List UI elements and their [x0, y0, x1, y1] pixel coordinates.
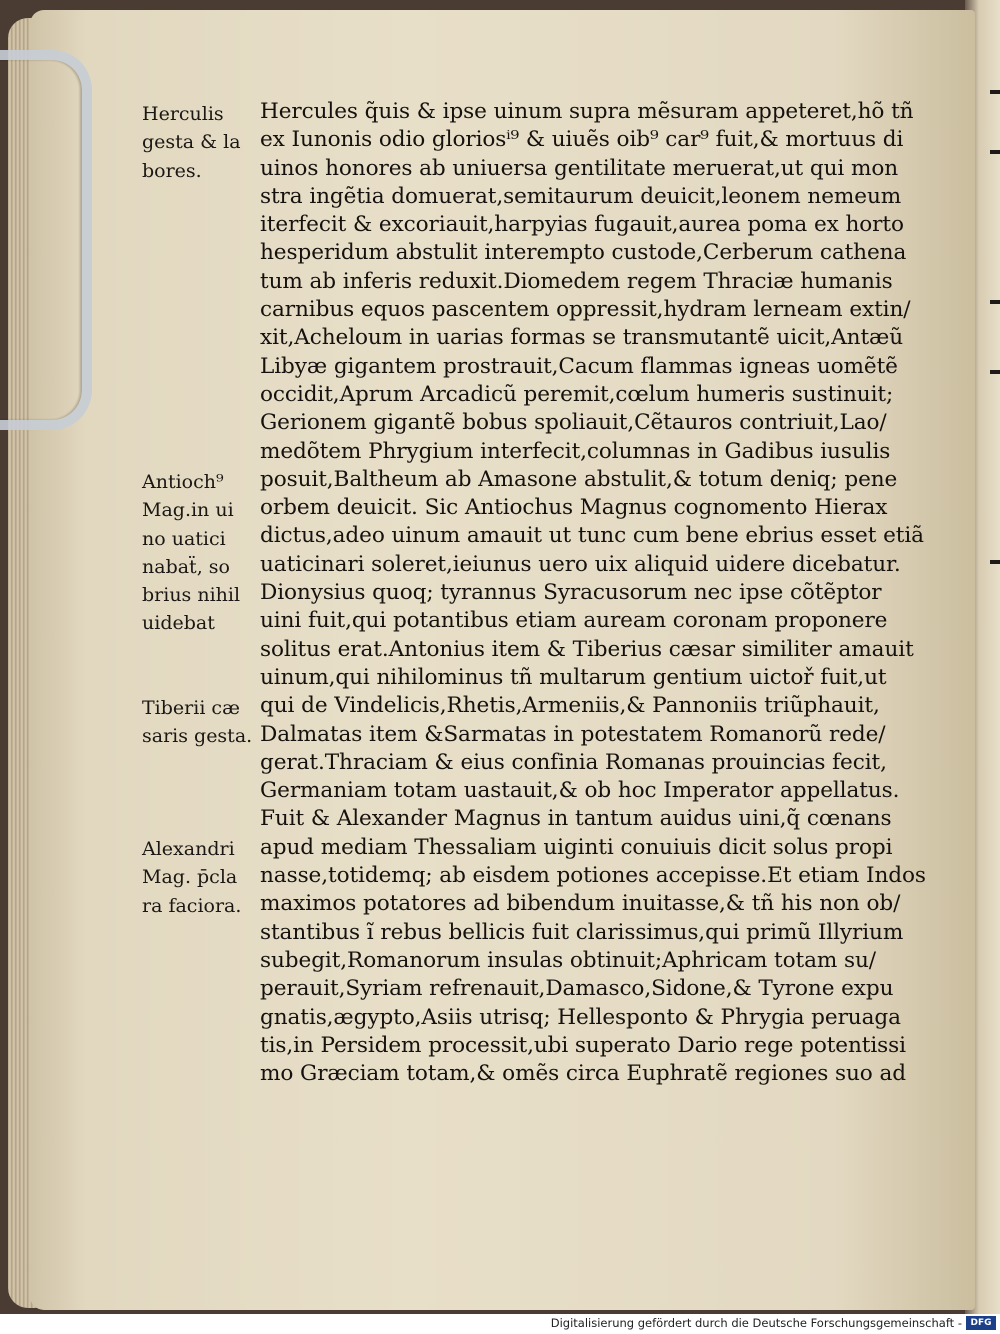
digitization-credit: Digitalisierung gefördert durch die Deutsche Forschungsgemeinschaft -	[550, 1316, 962, 1330]
text-line: uini fuit,qui potantibus etiam auream coronam proponere	[260, 608, 888, 634]
text-line: subegit,Romanorum insulas obtinuit;Aphricam totam su/	[260, 947, 876, 973]
text-line: Germaniam totam uastauit,& ob hoc Imperator appellatus.	[260, 778, 900, 804]
main-text-block	[260, 98, 926, 1088]
text-line: carnibus equos pascentem oppressit,hydram lerneam extin/	[260, 297, 911, 323]
margin-note-line: Mag.in ui	[142, 499, 234, 522]
text-line: iterfecit & excoriauit,harpyias fugauit,aurea poma ex horto	[260, 212, 904, 238]
text-line: orbem deuicit. Sic Antiochus Magnus cognomento Hierax	[260, 495, 888, 521]
adjacent-page-text-mark	[990, 300, 1000, 304]
adjacent-page-text-mark	[990, 90, 1000, 94]
margin-note-line: saris gesta.	[142, 725, 253, 748]
text-line: mo Græciam totam,& omẽs circa Euphratẽ regiones suo ad	[260, 1061, 906, 1087]
text-line: Fuit & Alexander Magnus in tantum auidus uini,q̃ cœnans	[260, 806, 892, 832]
margin-note-line: Alexandri	[142, 838, 235, 860]
margin-note-hercules	[142, 100, 267, 185]
text-line: ex Iunonis odio gloriosⁱ⁹ & uiuẽs oib⁹ car⁹ fuit,& mortuus di	[260, 127, 904, 153]
text-line: stra ingẽtia domuerat,semitaurum deuicit,leonem nemeum	[260, 183, 902, 209]
text-line: uinos honores ab uniuersa gentilitate meruerat,ut qui mon	[260, 155, 899, 181]
margin-note-line: gesta & la	[142, 131, 241, 154]
margin-note-line: Tiberii cæ	[142, 697, 240, 719]
footer-bar	[0, 1314, 1000, 1334]
margin-note-line: uidebat	[142, 612, 215, 635]
text-line: apud mediam Thessaliam uiginti conuiuis dicit solus propi	[260, 834, 893, 860]
adjacent-page-text-mark	[990, 560, 1000, 564]
margin-note-antiochus	[142, 468, 267, 638]
margin-note-line: no uatici	[142, 527, 226, 550]
margin-note-line: ra faciora.	[142, 894, 242, 917]
text-line: dictus,adeo uinum amauit ut tunc cum bene ebrius esset etiã	[260, 523, 924, 549]
margin-note-alexander	[142, 835, 267, 920]
text-line: gnatis,ægypto,Asiis utrisq; Hellesponto & Phrygia peruaga	[260, 1004, 901, 1030]
text-line: uaticinari soleret,ieiunus uero uix aliquid uidere dicebatur.	[260, 551, 901, 577]
text-line: xit,Acheloum in uarias formas se transmutantẽ uicit,Antæũ	[260, 325, 904, 351]
margin-note-line: Herculis	[142, 103, 224, 125]
margin-note-line: Antioch⁹	[142, 471, 224, 493]
text-line: tis,in Persidem processit,ubi superato Dario rege potentissi	[260, 1032, 906, 1058]
text-line: occidit,Aprum Arcadicũ peremit,cœlum humeris sustinuit;	[260, 381, 894, 407]
text-line: uinum,qui nihilominus tñ multarum gentium uictoř fuit,ut	[260, 664, 887, 690]
text-line: tum ab inferis reduxit.Diomedem regem Thraciæ humanis	[260, 268, 893, 294]
margin-note-tiberius	[142, 694, 267, 751]
text-line: perauit,Syriam refrenauit,Damasco,Sidone,& Tyrone expu	[260, 976, 894, 1002]
text-line: gerat.Thraciam & eius confinia Romanas prouincias fecit,	[260, 749, 887, 775]
text-line: posuit,Baltheum ab Amasone abstulit,& totum deniq; pene	[260, 466, 898, 492]
text-line: Libyæ gigantem prostrauit,Cacum flammas igneas uomẽtẽ	[260, 353, 898, 379]
text-line: maximos potatores ad bibendum inuitasse,& tñ his non ob/	[260, 891, 901, 917]
adjacent-page-text-mark	[990, 150, 1000, 154]
margin-note-line: bores.	[142, 159, 202, 182]
page-clip	[0, 50, 92, 430]
margin-note-line: Mag. p̄cla	[142, 866, 238, 889]
adjacent-page-text-mark	[990, 370, 1000, 374]
margin-note-line: brius nihil	[142, 584, 241, 607]
text-line: stantibus ĩ rebus bellicis fuit clarissimus,qui primũ Illyrium	[260, 919, 904, 945]
text-line: nasse,totidemq; ab eisdem potiones accepisse.Et etiam Indos	[260, 863, 926, 889]
dfg-logo: DFG	[966, 1316, 996, 1330]
text-line: medõtem Phrygium interfecit,columnas in Gadibus iusulis	[260, 438, 891, 464]
text-line: solitus erat.Antonius item & Tiberius cæsar similiter amauit	[260, 636, 914, 662]
text-line: Dalmatas item &Sarmatas in potestatem Romanorũ rede/	[260, 721, 886, 747]
text-line: hesperidum abstulit interempto custode,Cerberum cathena	[260, 240, 907, 266]
margin-note-line: nabaẗ, so	[142, 555, 230, 578]
text-line: Hercules q̃uis & ipse uinum supra mẽsuram appeteret,hõ tñ	[260, 99, 914, 124]
text-line: qui de Vindelicis,Rhetis,Armeniis,& Pannoniis triũphauit,	[260, 693, 880, 719]
text-line: Gerionem gigantẽ bobus spoliauit,Cẽtauros contriuit,Lao/	[260, 410, 887, 436]
text-line: Dionysius quoq; tyrannus Syracusorum nec ipse cõtẽptor	[260, 580, 882, 606]
